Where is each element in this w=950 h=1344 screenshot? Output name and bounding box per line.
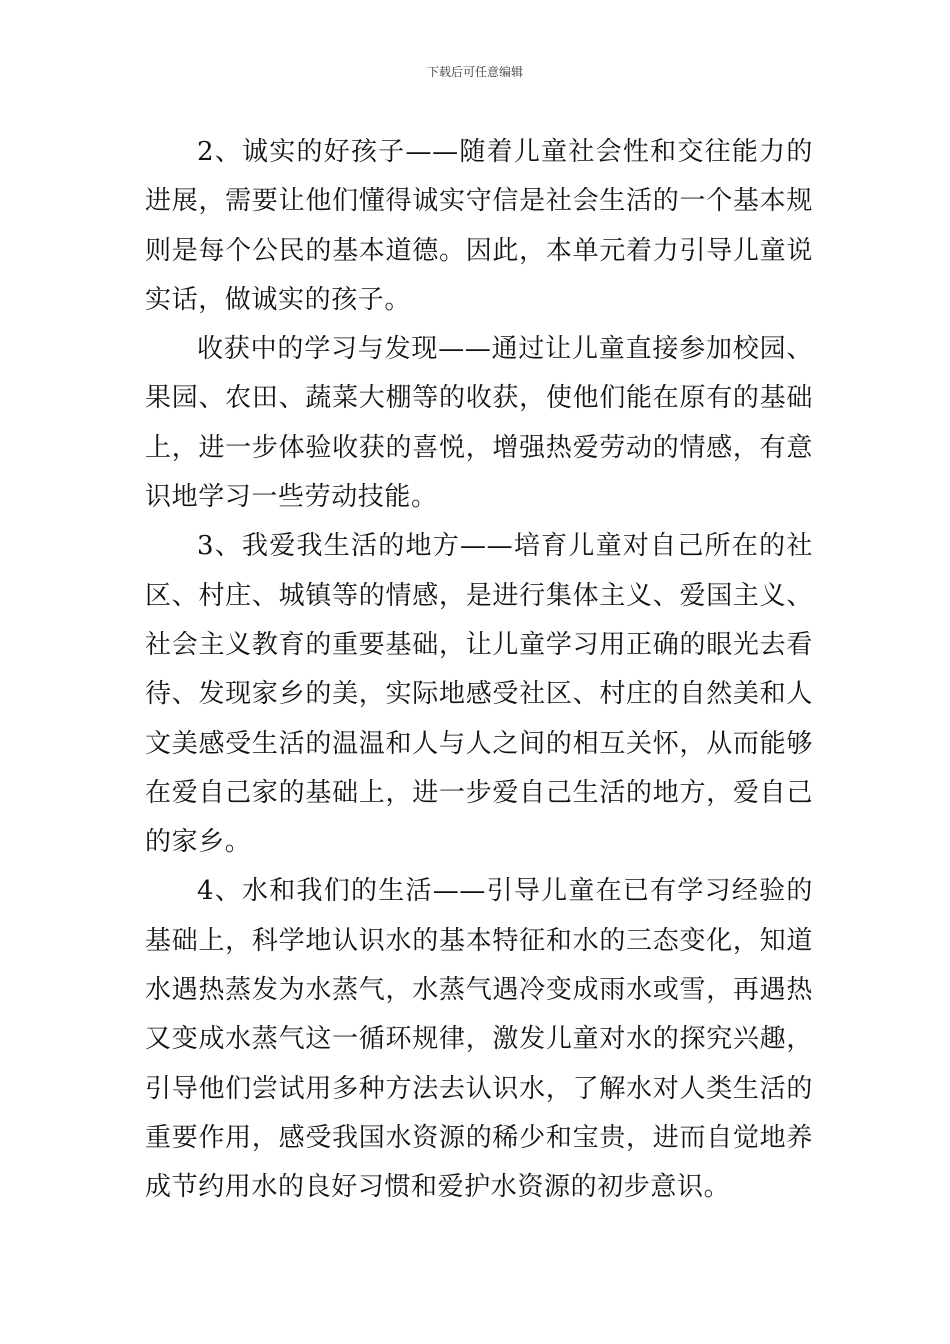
paragraph-harvest-learning: 收获中的学习与发现——通过让儿童直接参加校园、果园、农田、蔬菜大棚等的收获，使他们能在原有的基础上，进一步体验收获的喜悦，增强热爱劳动的情感，有意识地学习一些劳动技能。 [145,334,813,513]
paragraph-honest-child: 2、诚实的好孩子——随着儿童社会性和交往能力的进展，需要让他们懂得诚实守信是社会生活的一个基本规则是每个公民的基本道德。因此，本单元着力引导儿童说实话，做诚实的孩子。 [145,137,813,315]
paragraph-water-and-life: 4、水和我们的生活——引导儿童在已有学习经验的基础上，科学地认识水的基本特征和水的三态变化，知道水遇热蒸发为水蒸气，水蒸气遇冷变成雨水或雪，再遇热又变成水蒸气这一循环规律，激发儿童对水的探究兴趣，引导他们尝试用多种方法去认识水，了解水对人类生活的重要作用，感受我国水资源的稀少和宝贵，进而自觉地养成节约用水的良好习惯和爱护水资源的初步意识。 [145,876,813,1203]
document-body [145,128,813,1213]
paragraph-love-hometown: 3、我爱我生活的地方——培育儿童对自己所在的社区、村庄、城镇等的情感，是进行集体主义、爱国主义、社会主义教育的重要基础，让儿童学习用正确的眼光去看待、发现家乡的美，实际地感受社区、村庄的自然美和人文美感受生活的温温和人与人之间的相互关怀，从而能够在爱自己家的基础上，进一步爱自己生活的地方，爱自己的家乡。 [145,531,813,858]
page-header: 下载后可任意编辑 [426,65,523,79]
